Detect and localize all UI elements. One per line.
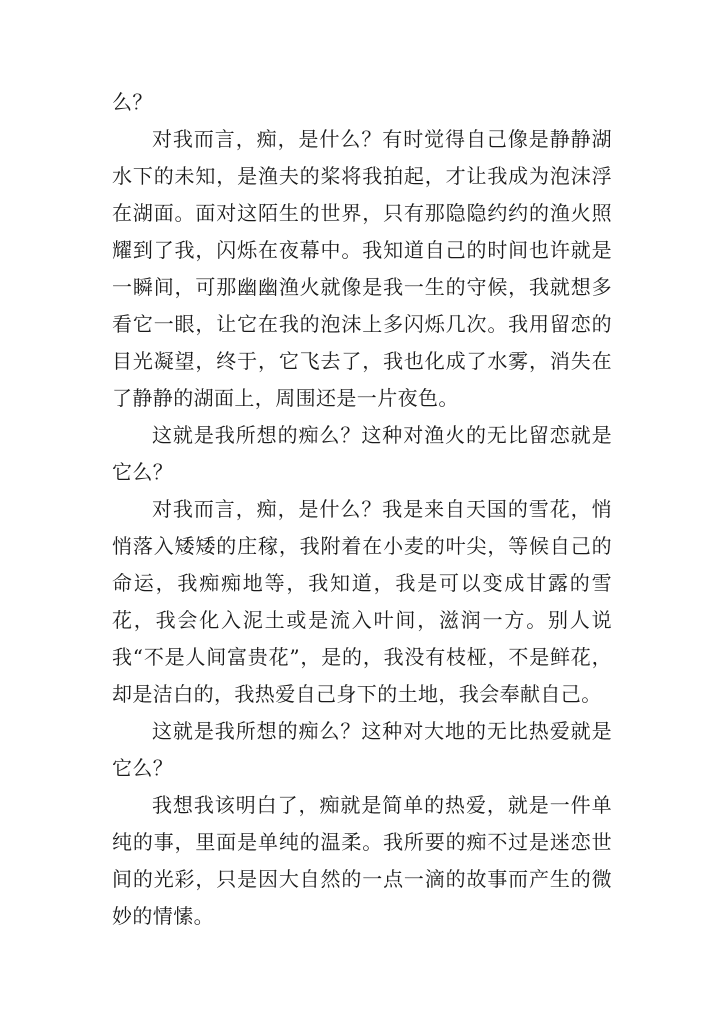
paragraph-conclusion: 我想我该明白了，痴就是简单的热爱，就是一件单纯的事，里面是单纯的温柔。我所要的痴不过是迷恋世间的光彩，只是因大自然的一点一滴的故事而产生的微妙的情愫。 <box>112 793 612 928</box>
paragraph-fishing-fire: 对我而言，痴，是什么？有时觉得自己像是静静湖水下的未知，是渔夫的桨将我拍起，才让我成为泡沫浮在湖面。面对这陌生的世界，只有那隐隐约约的渔火照耀到了我，闪烁在夜幕中。我知道自己的时间也许就是一瞬间，可那幽幽渔火就像是我一生的守候，我就想多看它一眼，让它在我的泡沫上多闪烁几次。我用留恋的目光凝望，终于，它飞去了，我也化成了水雾，消失在了静静的湖面上，周围还是一片夜色。 <box>112 127 612 410</box>
paragraph-question-1: 这就是我所想的痴么？这种对渔火的无比留恋就是它么？ <box>112 423 612 484</box>
paragraph-snowflake: 对我而言，痴，是什么？我是来自天国的雪花，悄悄落入矮矮的庄稼，我附着在小麦的叶尖，等候自己的命运，我痴痴地等，我知道，我是可以变成甘露的雪花，我会化入泥土或是流入叶间，滋润一方。别人说我“不是人间富贵花”，是的，我没有枝桠，不是鲜花，却是洁白的，我热爱自己身下的土地，我会奉献自己。 <box>112 497 612 706</box>
document-page <box>112 84 612 935</box>
paragraph-question-2: 这就是我所想的痴么？这种对大地的无比热爱就是它么？ <box>112 719 612 780</box>
paragraph-continued: 么？ <box>112 90 153 114</box>
